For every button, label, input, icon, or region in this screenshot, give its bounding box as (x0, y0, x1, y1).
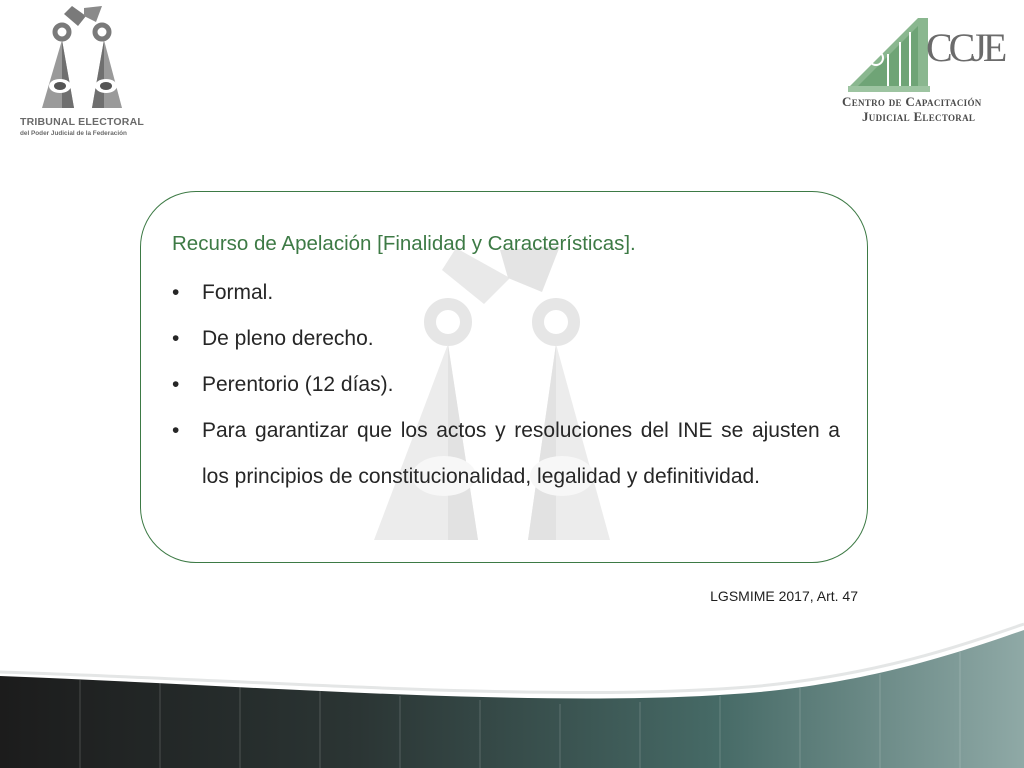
decorative-bottom-band (0, 600, 1024, 768)
list-item (172, 362, 840, 408)
bullet-list (172, 270, 840, 500)
list-item (172, 316, 840, 362)
bullet-text: • Perentorio (12 días). (202, 373, 394, 396)
slide-title: Recurso de Apelación [Finalidad y Características]. (172, 232, 636, 255)
ccje-name-line-2: Judicial Electoral (862, 109, 976, 124)
bullet-text: • Formal. (202, 281, 274, 304)
tribunal-electoral-logo (20, 4, 146, 140)
ccje-logo (840, 14, 1016, 126)
ccje-building-emblem-icon (848, 14, 932, 96)
list-item (172, 408, 840, 500)
ccje-acronym: CCJE (926, 25, 1004, 70)
slide-body (172, 224, 840, 500)
bullet-text: • Para garantizar que los actos y resoluciones del INE se ajusten a los principios de constitucionalidad, legalidad y definitividad. (202, 419, 840, 488)
source-citation: LGSMIME 2017, Art. 47 (710, 588, 858, 604)
tribunal-name: TRIBUNAL ELECTORAL (20, 116, 144, 128)
bullet-text: • De pleno derecho. (202, 327, 374, 350)
list-item (172, 270, 840, 316)
scales-of-justice-emblem-icon (34, 4, 134, 112)
ccje-name-line-1: Centro de Capacitación (842, 94, 982, 109)
tribunal-subtitle: del Poder Judicial de la Federación (20, 130, 127, 137)
